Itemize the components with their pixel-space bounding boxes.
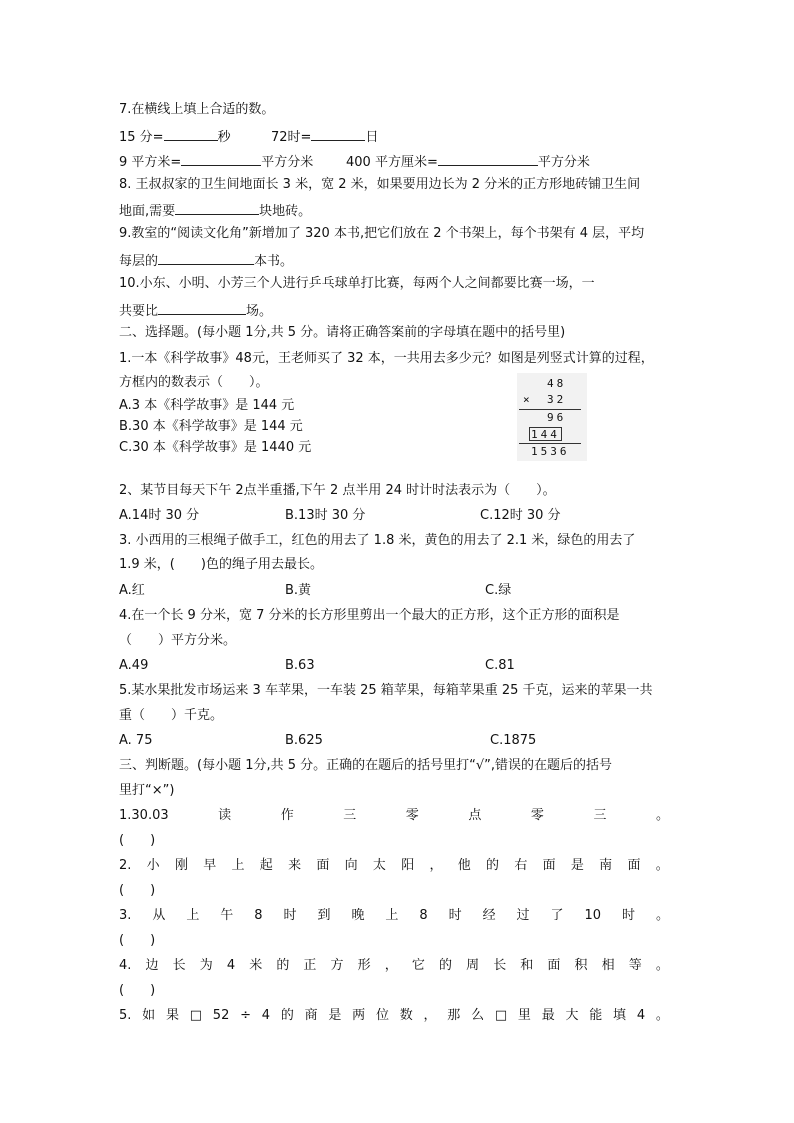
calc-row-4-box: 144 [531,428,560,441]
calc-row-2: 32 [547,393,567,406]
judge-token: 面 [547,958,561,973]
judge-token: 时 [621,908,635,923]
q7d-prefix: 400 平方厘米= [346,155,438,170]
q9-line1: 9.教室的“阅读文化角”新增加了 320 本书,把它们放在 2 个书架上，每个书架有 4 层，平均 [119,226,645,241]
judge-token: 4 [261,1008,271,1023]
q7b-prefix: 72时= [271,130,312,145]
judge-token: ， [429,858,443,873]
c1-line2: 方框内的数表示（ ）。 [119,375,269,390]
judge-heading-line1: 三、判断题。(每小题 1分,共 5 分。正确的在题后的括号里打“√”,错误的在题后的括号 [119,758,613,773]
q7c [119,151,313,172]
q7b [271,126,378,147]
judge-token: 方 [330,958,344,973]
judge-token: 为 [199,958,213,973]
c5-option-b[interactable]: B.625 [285,733,323,748]
j4-answer-paren[interactable]: ( ) [119,983,156,998]
judge-token: 是 [328,1008,342,1023]
j2-answer-paren[interactable]: ( ) [119,883,156,898]
c3-option-b[interactable]: B.黄 [285,583,312,598]
q9-blank[interactable] [158,250,254,265]
judge-token: ， [384,958,398,973]
judge-token: 面 [542,858,556,873]
c2-option-b[interactable]: B.13时 30 分 [285,508,366,523]
c2-option-c[interactable]: C.12时 30 分 [480,508,561,523]
q7-line1 [119,126,231,147]
c1-line1: 1.一本《科学故事》48元，王老师买了 32 本，一共用去多少元？如图是列竖式计算的过程， [119,351,654,366]
c4-line2: （ ）平方分米。 [119,633,237,648]
judge-token: 零 [405,808,419,823]
choice-heading: 二、选择题。(每小题 1分,共 5 分。请将正确答案前的字母填在题中的括号里) [119,325,566,340]
judge-token: 起 [259,858,273,873]
q10-line2 [119,300,272,321]
q8-prefix: 地面,需要 [119,204,176,219]
c3-option-c[interactable]: C.绿 [485,583,512,598]
judge-token: 上 [385,908,399,923]
judge-token: 了 [550,908,564,923]
judge-token: 右 [514,858,528,873]
judge-token: 边 [145,958,159,973]
judge-token: 商 [304,1008,318,1023]
q8-suffix: 块地砖。 [259,204,312,219]
judge-token: 面 [316,858,330,873]
c4-option-a[interactable]: A.49 [119,658,149,673]
q10-prefix: 共要比 [119,304,159,319]
judge-token: 的 [276,958,290,973]
judge-token: 早 [203,858,217,873]
q7c-prefix: 9 平方米= [119,155,182,170]
q10-blank[interactable] [158,300,246,315]
judge-token: 周 [466,958,480,973]
calc-row-3: 96 [547,411,567,424]
judge-token: 小 [146,858,160,873]
j5-line [119,1007,669,1025]
c4-option-c[interactable]: C.81 [485,658,515,673]
judge-token: 能 [589,1008,603,1023]
judge-token: 10 [584,908,602,923]
c5-line2: 重（ ）千克。 [119,708,224,723]
j3-answer-paren[interactable]: ( ) [119,933,156,948]
judge-token: 1.30.03 [119,808,169,823]
c5-option-c[interactable]: C.1875 [490,733,537,748]
vertical-multiplication [517,373,587,461]
judge-token: 作 [280,808,294,823]
judge-token: 的 [486,858,500,873]
judge-token: ÷ [240,1008,252,1023]
judge-token: 三 [343,808,357,823]
judge-token: 位 [375,1008,389,1023]
judge-token: 8 [254,908,263,923]
calc-row-1: 48 [547,377,567,390]
q7d-suffix: 平方分米 [537,155,590,170]
c1-option-a[interactable]: A.3 本《科学故事》是 144 元 [119,398,295,413]
c4-line1: 4.在一个长 9 分米，宽 7 分米的长方形里剪出一个最大的正方形，这个正方形的面积是 [119,608,620,623]
c3-line1: 3. 小西用的三根绳子做手工，红色的用去了 1.8 米，黄色的用去了 2.1 米，绿色的用去了 [119,533,636,548]
judge-token: 4 [636,1008,646,1023]
q7a-prefix: 15 分= [119,130,164,145]
judge-token: 最 [541,1008,555,1023]
calc-rule-2 [519,443,581,444]
q9-line2 [119,250,293,271]
j1-line [119,807,669,825]
judge-token: 它 [411,958,425,973]
c5-option-a[interactable]: A. 75 [119,733,153,748]
q10-line1: 10.小东、小明、小芳三个人进行乒乓球单打比赛，每两个人之间都要比赛一场，一 [119,276,595,291]
judge-token: 8 [419,908,428,923]
judge-token: 积 [574,958,588,973]
q8-blank[interactable] [175,200,259,215]
judge-token: 过 [516,908,530,923]
judge-token: 上 [186,908,200,923]
judge-token: 。 [655,1008,669,1023]
q9-suffix: 本书。 [254,254,294,269]
j3-line [119,907,669,925]
judge-token: 。 [655,958,669,973]
judge-token: 形 [357,958,371,973]
q7c-suffix: 平方分米 [261,155,314,170]
j1-answer-paren[interactable]: ( ) [119,833,156,848]
q8-line2 [119,200,311,221]
c1-option-b[interactable]: B.30 本《科学故事》是 144 元 [119,419,303,434]
judge-token: 的 [438,958,452,973]
judge-token: 时 [448,908,462,923]
judge-token: 读 [218,808,232,823]
judge-token: 上 [231,858,245,873]
judge-token: 从 [152,908,166,923]
judge-token: 5. [119,1008,132,1023]
j4-line [119,957,669,975]
judge-token: 两 [352,1008,366,1023]
judge-token: 向 [344,858,358,873]
judge-token: 长 [172,958,186,973]
judge-token: 数 [399,1008,413,1023]
q7d [346,151,590,172]
judge-token: □ [189,1008,203,1023]
judge-token: 正 [303,958,317,973]
judge-token: 么 [471,1008,485,1023]
judge-token: 的 [280,1008,294,1023]
c2-stem: 2、某节目每天下午 2点半重播,下午 2 点半用 24 时计时法表示为（ ）。 [119,483,556,498]
calc-rule-1 [519,409,581,410]
q9-prefix: 每层的 [119,254,159,269]
c4-option-b[interactable]: B.63 [285,658,315,673]
judge-token: 相 [601,958,615,973]
c3-line2: 1.9 米，( )色的绳子用去最长。 [119,557,323,572]
q7d-blank[interactable] [438,151,538,166]
c3-option-a[interactable]: A.红 [119,583,145,598]
calc-row-5: 1536 [531,445,570,458]
judge-token: 到 [317,908,331,923]
judge-token: 长 [493,958,507,973]
j2-line [119,857,669,875]
judge-token: 填 [613,1008,627,1023]
q7c-blank[interactable] [181,151,261,166]
judge-token: 大 [565,1008,579,1023]
judge-token: 如 [142,1008,156,1023]
judge-heading-line2: 里打“×”) [119,783,175,798]
c1-option-c[interactable]: C.30 本《科学故事》是 1440 元 [119,440,312,455]
judge-token: 。 [655,808,669,823]
judge-token: 3. [119,908,132,923]
judge-token: 和 [520,958,534,973]
judge-token: 来 [288,858,302,873]
c2-option-a[interactable]: A.14时 30 分 [119,508,200,523]
judge-token: 他 [457,858,471,873]
judge-token: 南 [599,858,613,873]
judge-token: 刚 [174,858,188,873]
judge-token: 面 [627,858,641,873]
judge-token: 三 [593,808,607,823]
judge-token: 午 [220,908,234,923]
judge-token: 零 [530,808,544,823]
judge-token: 。 [655,908,669,923]
judge-token: 52 [212,1008,230,1023]
q7a-blank[interactable] [164,126,218,141]
q7b-blank[interactable] [311,126,365,141]
q10-suffix: 场。 [246,304,273,319]
judge-token: 等 [628,958,642,973]
judge-token: 那 [447,1008,461,1023]
c5-line1: 5.某水果批发市场运来 3 车苹果，一车装 25 箱苹果，每箱苹果重 25 千克，运来的苹果一共 [119,683,653,698]
judge-token: 米 [249,958,263,973]
judge-token: 果 [165,1008,179,1023]
judge-token: 晚 [351,908,365,923]
q7b-suffix: 日 [365,130,379,145]
judge-token: 太 [372,858,386,873]
judge-token: 时 [283,908,297,923]
judge-token: 经 [482,908,496,923]
q7-stem: 7.在横线上填上合适的数。 [119,102,275,117]
judge-token: 里 [517,1008,531,1023]
q7a-suffix: 秒 [217,130,231,145]
q8-line1: 8. 王叔叔家的卫生间地面长 3 米，宽 2 米，如果要用边长为 2 分米的正方形地砖铺卫生间 [119,177,641,192]
judge-token: 阳 [401,858,415,873]
judge-token: 。 [655,858,669,873]
judge-token: 4 [226,958,236,973]
judge-token: 点 [468,808,482,823]
judge-token: ， [423,1008,437,1023]
judge-token: □ [494,1008,508,1023]
judge-token: 2. [119,858,132,873]
judge-token: 是 [570,858,584,873]
judge-token: 4. [119,958,132,973]
calc-operator: × [523,393,533,406]
